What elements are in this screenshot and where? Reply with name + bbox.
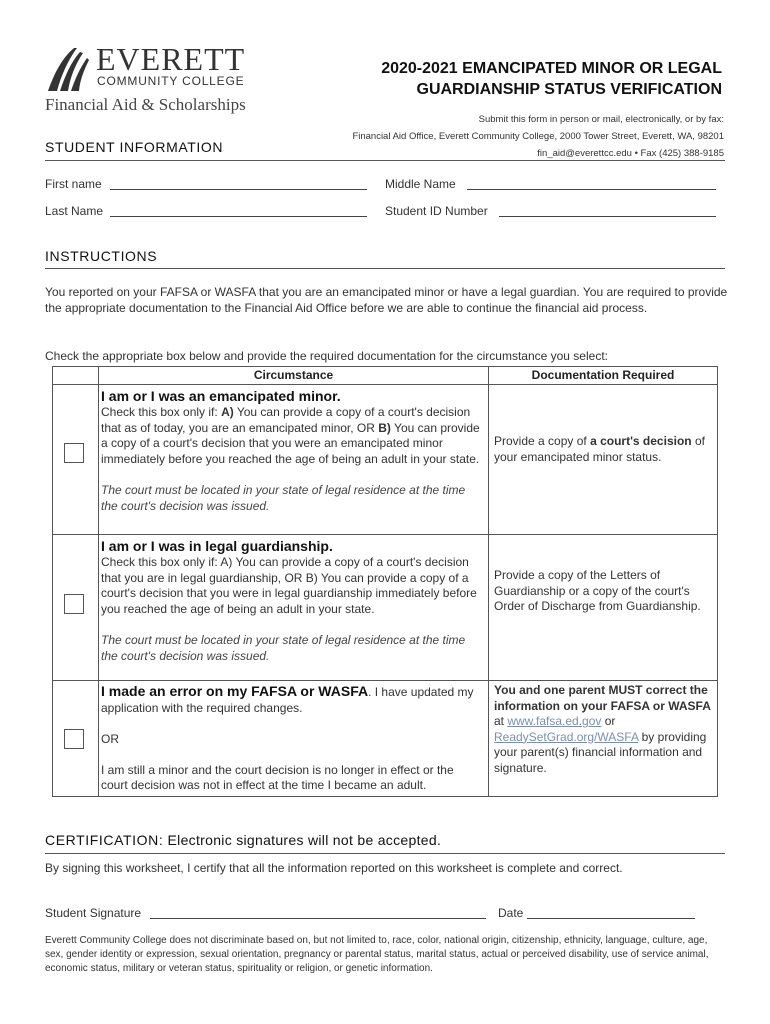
instructions-check-text: Check the appropriate box below and provide the required documentation for the circumstance you select:	[45, 349, 608, 363]
table-row	[53, 385, 718, 535]
page-title	[381, 58, 722, 100]
row-heading: I made an error on my FAFSA or WASFA. I have updated my application with the required changes.	[101, 683, 474, 715]
row-description: Check this box only if: A) You can provide a copy of a court's decision that you are in legal guardianship, OR B) You can provide a copy of a court's decision that you were in legal guardianship immediately before you reached the age of being an adult in your state.	[101, 555, 477, 616]
certification-title: CERTIFICATION: Electronic signatures will not be accepted.	[45, 832, 442, 848]
checkbox-column-header	[53, 367, 99, 385]
row-heading: I am or I was an emancipated minor.	[101, 388, 341, 404]
row-description: I am still a minor and the court decision is no longer in effect or the court decision was not in effect at the time I became an adult.	[101, 762, 454, 792]
circumstance-table	[52, 366, 718, 797]
student-info-title: STUDENT INFORMATION	[45, 139, 224, 155]
legal-guardianship-checkbox[interactable]	[64, 594, 84, 614]
row-note: The court must be located in your state of legal residence at the time the court's decision was issued.	[101, 483, 466, 513]
instructions-title: INSTRUCTIONS	[45, 248, 158, 264]
contact-info: fin_aid@everettcc.edu • Fax (425) 388-9185	[537, 148, 724, 159]
divider	[45, 853, 725, 854]
table-row	[53, 535, 718, 681]
nondiscrimination-footer: Everett Community College does not discriminate based on, but not limited to, race, color, national origin, citizenship, ethnicity, language, culture, age, sex, gender identity or expression, sexual orientation, pregnancy or parental status, marital status, actual or perceived disability, use of service animal, economic status, military or veteran status, spirituality or religion, or genetic information.	[45, 935, 709, 974]
submission-info	[352, 111, 724, 162]
wasfa-link[interactable]: ReadySetGrad.org/WASFA	[494, 729, 639, 744]
row-documentation: Provide a copy of the Letters of Guardianship or a copy of the court's Order of Discharge from Guardianship.	[489, 535, 718, 681]
middle-name-field[interactable]	[467, 189, 716, 190]
row-description: Check this box only if: A) You can provide a copy of a court's decision that as of today, you are an emancipated minor, OR B) You can provide a copy of a court's decision that you were an emancipated minor immediately before you reached the age of being an adult in your state.	[101, 405, 480, 466]
last-name-field[interactable]	[110, 216, 367, 217]
instructions-paragraph: You reported on your FAFSA or WASFA that you are an emancipated minor or have a legal guardian. You are required to provide the appropriate documentation to the Financial Aid Office before we are able to continue the financial aid process.	[45, 285, 728, 315]
divider	[45, 160, 725, 161]
office-address: Financial Aid Office, Everett Community College, 2000 Tower Street, Everett, WA, 98201	[352, 131, 724, 142]
logo-emblem-icon	[44, 46, 94, 92]
row-note: The court must be located in your state of legal residence at the time the court's decision was issued.	[101, 633, 466, 663]
signature-field[interactable]	[150, 918, 486, 919]
fafsa-link[interactable]: www.fafsa.ed.gov	[507, 714, 602, 728]
student-id-field[interactable]	[499, 216, 716, 217]
middle-name-label: Middle Name	[385, 177, 456, 191]
student-id-label: Student ID Number	[385, 204, 488, 218]
logo-financial-aid: Financial Aid & Scholarships	[45, 95, 246, 114]
signature-label: Student Signature	[45, 906, 142, 920]
row-or: OR	[101, 732, 119, 746]
first-name-label: First name	[45, 177, 102, 191]
first-name-field[interactable]	[110, 189, 367, 190]
date-label: Date	[498, 906, 524, 920]
table-header-row	[53, 367, 718, 385]
row-documentation: Provide a copy of a court's decision of your emancipated minor status.	[489, 385, 718, 535]
table-row	[53, 681, 718, 797]
documentation-column-header: Documentation Required	[489, 367, 718, 385]
submit-text: Submit this form in person or mail, electronically, or by fax:	[478, 114, 724, 125]
certification-statement: By signing this worksheet, I certify that all the information reported on this worksheet is complete and correct.	[45, 861, 623, 875]
date-field[interactable]	[527, 918, 695, 919]
row-documentation: You and one parent MUST correct the information on your FAFSA or WASFA at www.fafsa.ed.gov or ReadySetGrad.org/WASFA by providing your parent(s) financial information and signature.	[489, 681, 718, 797]
title-line-1: 2020-2021 EMANCIPATED MINOR OR LEGAL	[381, 60, 722, 77]
last-name-label: Last Name	[45, 204, 104, 218]
row-heading: I am or I was in legal guardianship.	[101, 538, 333, 554]
title-line-2: GUARDIANSHIP STATUS VERIFICATION	[416, 81, 722, 98]
fafsa-error-checkbox[interactable]	[64, 729, 84, 749]
circumstance-column-header: Circumstance	[99, 367, 489, 385]
emancipated-minor-checkbox[interactable]	[64, 443, 84, 463]
logo-community-college: COMMUNITY COLLEGE	[97, 74, 245, 88]
logo-everett: EVERETT	[96, 41, 246, 77]
divider	[45, 268, 725, 269]
